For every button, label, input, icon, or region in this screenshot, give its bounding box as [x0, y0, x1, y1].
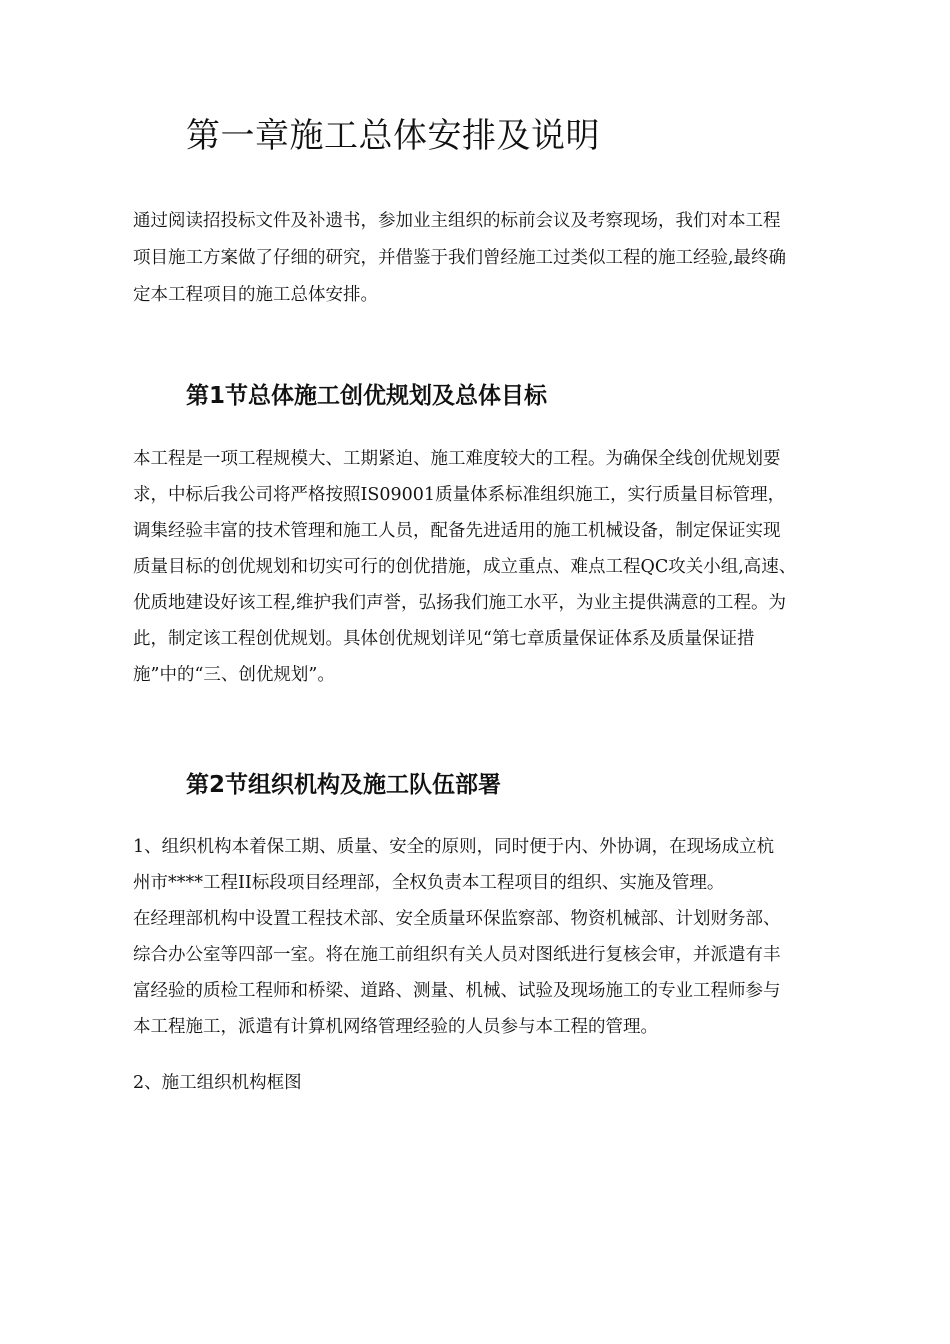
- text-line: 综合办公室等四部一室。将在施工前组织有关人员对图纸进行复核会审，并派遣有丰: [133, 945, 781, 965]
- section-1-title: 第1节总体施工创优规划及总体目标: [186, 383, 548, 409]
- text-line: 优质地建设好该工程,维护我们声誉，弘扬我们施工水平，为业主提供满意的工程。为: [133, 593, 787, 613]
- intro-paragraph: [133, 203, 853, 314]
- section-2-title: 第2节组织机构及施工队伍部署: [186, 772, 502, 798]
- text-line: 2、施工组织机构框图: [133, 1073, 302, 1093]
- section-1-paragraph: [133, 441, 853, 693]
- text-line: 项目施工方案做了仔细的研究，并借鉴于我们曾经施工过类似工程的施工经验,最终确: [133, 248, 787, 268]
- text-line: 调集经验丰富的技术管理和施工人员，配备先进适用的施工机械设备，制定保证实现: [133, 521, 781, 541]
- text-line: 施”中的“三、创优规划”。: [133, 665, 335, 685]
- section-2-item-2: [133, 1065, 853, 1102]
- text-line: 富经验的质检工程师和桥梁、道路、测量、机械、试验及现场施工的专业工程师参与: [133, 981, 781, 1001]
- text-line: 州市****工程II标段项目经理部，全权负责本工程项目的组织、实施及管理。: [133, 873, 725, 893]
- text-line: 此，制定该工程创优规划。具体创优规划详见“第七章质量保证体系及质量保证措: [133, 629, 755, 649]
- text-line: 质量目标的创优规划和切实可行的创优措施，成立重点、难点工程QC攻关小组,高速、: [133, 557, 797, 577]
- text-line: 通过阅读招投标文件及补遗书，参加业主组织的标前会议及考察现场，我们对本工程: [133, 211, 781, 231]
- text-line: 本工程施工，派遣有计算机网络管理经验的人员参与本工程的管理。: [133, 1017, 658, 1037]
- text-line: 本工程是一项工程规模大、工期紧迫、施工难度较大的工程。为确保全线创优规划要: [133, 449, 781, 469]
- section-2-item-1: [133, 829, 853, 1045]
- text-line: 求，中标后我公司将严格按照IS09001质量体系标准组织施工，实行质量目标管理，: [133, 485, 786, 505]
- text-line: 1、组织机构本着保工期、质量、安全的原则，同时便于内、外协调，在现场成立杭: [133, 837, 775, 857]
- chapter-title: 第一章施工总体安排及说明: [186, 116, 600, 156]
- text-line: 在经理部机构中设置工程技术部、安全质量环保监察部、物资机械部、计划财务部、: [133, 909, 781, 929]
- text-line: 定本工程项目的施工总体安排。: [133, 285, 378, 305]
